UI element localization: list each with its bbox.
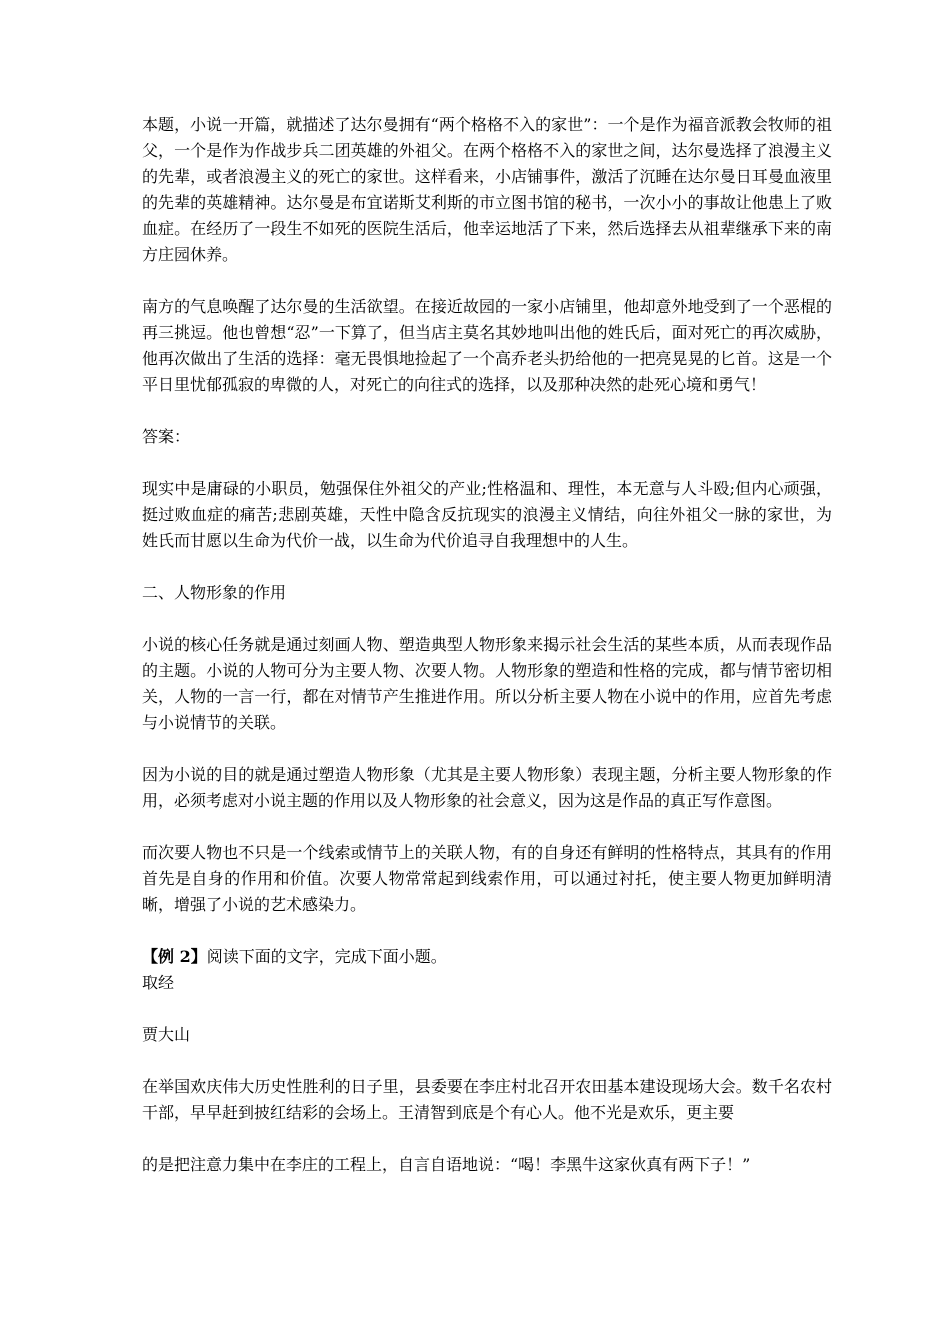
document-page <box>142 112 832 1204</box>
example-label: 【例 2】 <box>142 947 207 966</box>
story-author: 贾大山 <box>142 1025 191 1044</box>
analysis-paragraph-1: 本题，小说一开篇，就描述了达尔曼拥有“两个格格不入的家世”：一个是作为福音派教会牧师的祖父，一个是作为作战步兵二团英雄的外祖父。在两个格格不入的家世之间，达尔曼选择了浪漫主义的先辈，或者浪漫主义的死亡的家世。这样看来，小店铺事件，激活了沉睡在达尔曼日耳曼血液里的先辈的英雄精神。达尔曼是布宜诺斯艾利斯的市立图书馆的秘书，一次小小的事故让他患上了败血症。在经历了一段生不如死的医院生活后，他幸运地活了下来，然后选择去从祖辈继承下来的南方庄园休养。 <box>142 115 832 264</box>
example-block <box>142 944 832 1178</box>
example-header <box>142 944 832 970</box>
story-paragraph-2: 的是把注意力集中在李庄的工程上，自言自语地说：“喝！李黑牛这家伙真有两下子！” <box>142 1155 751 1174</box>
section-paragraph-3: 而次要人物也不只是一个线索或情节上的关联人物，有的自身还有鲜明的性格特点，其具有的作用首先是自身的作用和价值。次要人物常常起到线索作用，可以通过衬托，使主要人物更加鲜明清晰，增强了小说的艺术感染力。 <box>142 843 832 914</box>
answer-paragraph: 现实中是庸碌的小职员，勉强保住外祖父的产业;性格温和、理性，本无意与人斗殴;但内心顽强，挺过败血症的痛苦;悲剧英雄，天性中隐含反抗现实的浪漫主义情结，向往外祖父一脉的家世，为姓氏而甘愿以生命为代价一战，以生命为代价追寻自我理想中的人生。 <box>142 479 832 550</box>
section-paragraph-2: 因为小说的目的就是通过塑造人物形象（尤其是主要人物形象）表现主题，分析主要人物形象的作用，必须考虑对小说主题的作用以及人物形象的社会意义，因为这是作品的真正写作意图。 <box>142 765 832 810</box>
answer-label: 答案： <box>142 427 191 446</box>
section-heading: 二、人物形象的作用 <box>142 583 287 602</box>
analysis-paragraph-2: 南方的气息唤醒了达尔曼的生活欲望。在接近故园的一家小店铺里，他却意外地受到了一个恶棍的再三挑逗。他也曾想“忍”一下算了，但当店主莫名其妙地叫出他的姓氏后，面对死亡的再次威胁，他再次做出了生活的选择：毫无畏惧地捡起了一个高乔老头扔给他的一把亮晃晃的匕首。这是一个平日里忧郁孤寂的卑微的人，对死亡的向往式的选择，以及那种决然的赴死心境和勇气！ <box>142 297 832 394</box>
story-paragraph-1: 在举国欢庆伟大历史性胜利的日子里，县委要在李庄村北召开农田基本建设现场大会。数千名农村干部，早早赶到披红结彩的会场上。王清智到底是个有心人。他不光是欢乐，更主要 <box>142 1077 832 1122</box>
example-instruction: 阅读下面的文字，完成下面小题。 <box>206 947 447 966</box>
section-paragraph-1: 小说的核心任务就是通过刻画人物、塑造典型人物形象来揭示社会生活的某些本质，从而表现作品的主题。小说的人物可分为主要人物、次要人物。人物形象的塑造和性格的完成，都与情节密切相关，人物的一言一行，都在对情节产生推进作用。所以分析主要人物在小说中的作用，应首先考虑与小说情节的关联。 <box>142 635 832 732</box>
story-title: 取经 <box>142 973 175 992</box>
